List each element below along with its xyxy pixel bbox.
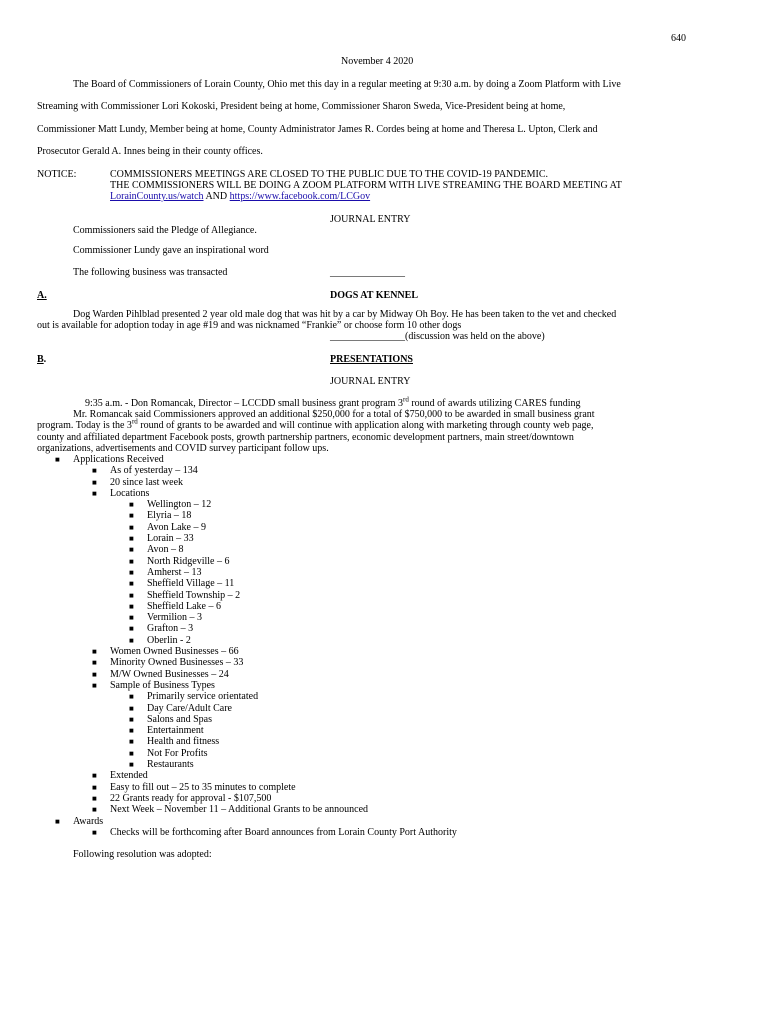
romancak-line-4: organizations, advertisements and COVID survey participant follow ups. [37, 443, 329, 454]
bullet-icon: ■ [129, 511, 134, 521]
business-type-item [129, 747, 457, 759]
list-item [92, 770, 457, 782]
extended-text: Extended [110, 770, 148, 782]
time-line-a: 9:35 a.m. - Don Romancak, Director – LCCDD small business grant program 3 [85, 398, 403, 409]
list-item-applications [55, 454, 457, 816]
location-text: Vermilion – 3 [147, 612, 202, 624]
section-b-letter-text: B [37, 354, 44, 365]
sample-types-label: Sample of Business Types [110, 679, 215, 691]
bullet-icon: ■ [129, 579, 134, 589]
bullet-icon: ■ [92, 466, 97, 476]
location-text: Lorain – 33 [147, 533, 194, 545]
location-text: Sheffield Lake – 6 [147, 600, 221, 612]
para-line-2b: round of grants to be awarded and will continue with application along with marketing through county web page, [137, 420, 594, 431]
location-item [129, 521, 457, 533]
bullet-icon: ■ [129, 726, 134, 736]
section-b-dot: . [43, 354, 47, 365]
intro-line-3: Commissioner Matt Lundy, Member being at home, County Administrator James R. Cordes being at home and Theresa L. Upton, Clerk and [37, 124, 598, 135]
intro-line-1: The Board of Commissioners of Lorain County, Ohio met this day in a regular meeting at 9:30 a.m. by doing a Zoom Platform with Live [73, 79, 621, 90]
bullet-icon: ■ [129, 545, 134, 555]
checks-text: Checks will be forthcoming after Board announces from Lorain County Port Authority [110, 826, 457, 838]
section-a-heading: DOGS AT KENNEL [330, 290, 418, 301]
business-type-item [129, 702, 457, 714]
bullet-icon: ■ [92, 477, 97, 487]
next-week-text: Next Week – November 11 – Additional Grants to be announced [110, 804, 369, 816]
list-item [92, 476, 457, 488]
romancak-line-2 [37, 417, 594, 432]
locations-label: Locations [110, 487, 150, 499]
page-number: 640 [671, 33, 686, 44]
location-text: Amherst – 13 [147, 566, 202, 578]
as-of-yesterday: As of yesterday – 134 [110, 465, 198, 477]
easy-fill-text: Easy to fill out – 25 to 35 minutes to complete [110, 781, 296, 793]
bullet-icon: ■ [129, 556, 134, 566]
bullet-icon: ■ [129, 590, 134, 600]
dog-paragraph-line-2: out is available for adoption today in age #19 and was nicknamed “Frankie” or choose form 10 other dogs [37, 320, 462, 331]
list-item [92, 465, 457, 477]
location-item [129, 589, 457, 601]
bullet-icon: ■ [129, 534, 134, 544]
bullet-icon: ■ [92, 669, 97, 679]
bullet-icon: ■ [129, 601, 134, 611]
location-item [129, 612, 457, 624]
notice-and: AND [203, 191, 230, 202]
watch-link[interactable]: LorainCounty.us/watch [110, 191, 204, 202]
business-type-item [129, 713, 457, 725]
bullet-icon: ■ [129, 635, 134, 645]
business-type-text: Day Care/Adult Care [147, 702, 232, 714]
romancak-line-1: Mr. Romancak said Commissioners approved an additional $250,000 for a total of $750,000 to be awarded in small business grant [73, 409, 595, 420]
time-line-b: round of awards utilizing CARES funding [408, 398, 581, 409]
bullet-icon: ■ [92, 827, 97, 837]
list-item [92, 668, 457, 680]
location-item [129, 566, 457, 578]
location-text: North Ridgeville – 6 [147, 555, 230, 567]
section-a-letter: A. [37, 290, 47, 301]
locations-list [129, 499, 457, 646]
business-type-item [129, 736, 457, 748]
notice-links [110, 191, 370, 203]
bullet-icon: ■ [92, 793, 97, 803]
location-item [129, 544, 457, 556]
bullet-icon: ■ [92, 658, 97, 668]
location-text: Wellington – 12 [147, 499, 212, 511]
business-type-text: Entertainment [147, 725, 204, 737]
bullet-icon: ■ [92, 771, 97, 781]
business-blank-line: _______________ [330, 267, 405, 278]
business-type-text: Primarily service orientated [147, 691, 259, 703]
business-type-text: Not For Profits [147, 747, 208, 759]
bullet-icon: ■ [129, 760, 134, 770]
list-item [92, 487, 457, 646]
bullet-icon: ■ [92, 680, 97, 690]
level-1-list [55, 454, 457, 838]
location-item [129, 623, 457, 635]
list-item [92, 657, 457, 669]
bullet-icon: ■ [129, 624, 134, 634]
list-item-awards [55, 815, 457, 839]
notice-line-2: THE COMMISSIONERS WILL BE DOING A ZOOM PLATFORM WITH LIVE STREAMING THE BOARD MEETING AT [110, 180, 622, 191]
intro-line-2: Streaming with Commissioner Lori Kokoski, President being at home, Commissioner Sharon Sweda, Vice-President being at home, [37, 101, 566, 112]
inspirational-text: Commissioner Lundy gave an inspirational word [73, 245, 269, 256]
bullet-icon: ■ [92, 647, 97, 657]
business-type-text: Restaurants [147, 759, 194, 771]
location-text: Elyria – 18 [147, 510, 192, 522]
journal-entry-heading-1: JOURNAL ENTRY [330, 214, 411, 225]
location-item [129, 555, 457, 567]
business-type-item [129, 725, 457, 737]
grants-ready-text: 22 Grants ready for approval - $107,500 [110, 792, 272, 804]
applications-outline [55, 454, 457, 838]
women-owned: Women Owned Businesses – 66 [110, 646, 239, 658]
location-item [129, 510, 457, 522]
list-item [92, 679, 457, 771]
bullet-icon: ■ [55, 816, 60, 826]
list-item [92, 826, 457, 838]
list-item [92, 781, 457, 793]
location-item [129, 634, 457, 646]
bullet-icon: ■ [55, 455, 60, 464]
location-text: Grafton – 3 [147, 623, 194, 635]
bullet-icon: ■ [129, 613, 134, 623]
facebook-link[interactable]: https://www.facebook.com/LCGov [229, 191, 371, 202]
list-item [92, 646, 457, 658]
bullet-icon: ■ [129, 703, 134, 713]
section-b-letter [37, 354, 46, 366]
dog-discussion-line: _______________(discussion was held on the above) [330, 331, 545, 342]
journal-entry-heading-2: JOURNAL ENTRY [330, 376, 411, 387]
bullet-icon: ■ [92, 488, 97, 498]
bullet-icon: ■ [129, 748, 134, 758]
location-item [129, 600, 457, 612]
mw-owned: M/W Owned Businesses – 24 [110, 668, 229, 680]
bullet-icon: ■ [129, 567, 134, 577]
business-type-item [129, 759, 457, 771]
business-text: The following business was transacted [73, 267, 228, 278]
pledge-text: Commissioners said the Pledge of Allegiance. [73, 225, 257, 236]
bullet-icon: ■ [92, 805, 97, 815]
bullet-icon: ■ [129, 500, 134, 510]
intro-line-4: Prosecutor Gerald A. Innes being in their county offices. [37, 146, 263, 157]
section-b-heading: PRESENTATIONS [330, 354, 413, 365]
list-item [92, 792, 457, 804]
list-item [92, 804, 457, 816]
location-item [129, 578, 457, 590]
business-type-text: Salons and Spas [147, 713, 212, 725]
bullet-icon: ■ [129, 522, 134, 532]
location-item [129, 499, 457, 511]
time-line-sup: rd [403, 395, 409, 404]
bullet-icon: ■ [129, 737, 134, 747]
location-item [129, 533, 457, 545]
awards-list [92, 826, 457, 838]
dog-paragraph-line-1: Dog Warden Pihlblad presented 2 year old male dog that was hit by a car by Midway Oh Boy. He has been taken to the vet and checked [73, 309, 617, 320]
minority-owned: Minority Owned Businesses – 33 [110, 657, 244, 669]
resolution-text: Following resolution was adopted: [73, 849, 212, 860]
bullet-icon: ■ [129, 714, 134, 724]
meeting-date: November 4 2020 [341, 56, 414, 67]
romancak-line-3: county and affiliated department Facebook posts, growth partnership partners, economic development partners, main street/downtown [37, 432, 574, 443]
business-types-list [129, 691, 457, 771]
location-text: Sheffield Township – 2 [147, 589, 241, 601]
bullet-icon: ■ [92, 782, 97, 792]
applications-label: Applications Received [73, 454, 164, 465]
location-text: Avon – 8 [147, 544, 184, 556]
bullet-icon: ■ [129, 692, 134, 702]
business-type-text: Health and fitness [147, 736, 220, 748]
awards-label: Awards [73, 815, 104, 827]
location-text: Sheffield Village – 11 [147, 578, 235, 590]
business-type-item [129, 691, 457, 703]
since-last-week: 20 since last week [110, 476, 184, 488]
notice-label: NOTICE: [37, 169, 77, 180]
level-2-list [92, 465, 457, 816]
para-line-2a: program. Today is the 3 [37, 420, 132, 431]
notice-line-1: COMMISSIONERS MEETINGS ARE CLOSED TO THE PUBLIC DUE TO THE COVID-19 PANDEMIC. [110, 169, 549, 180]
para-line-2-sup: rd [131, 417, 138, 426]
location-text: Avon Lake – 9 [147, 521, 206, 533]
location-text: Oberlin - 2 [147, 634, 191, 646]
